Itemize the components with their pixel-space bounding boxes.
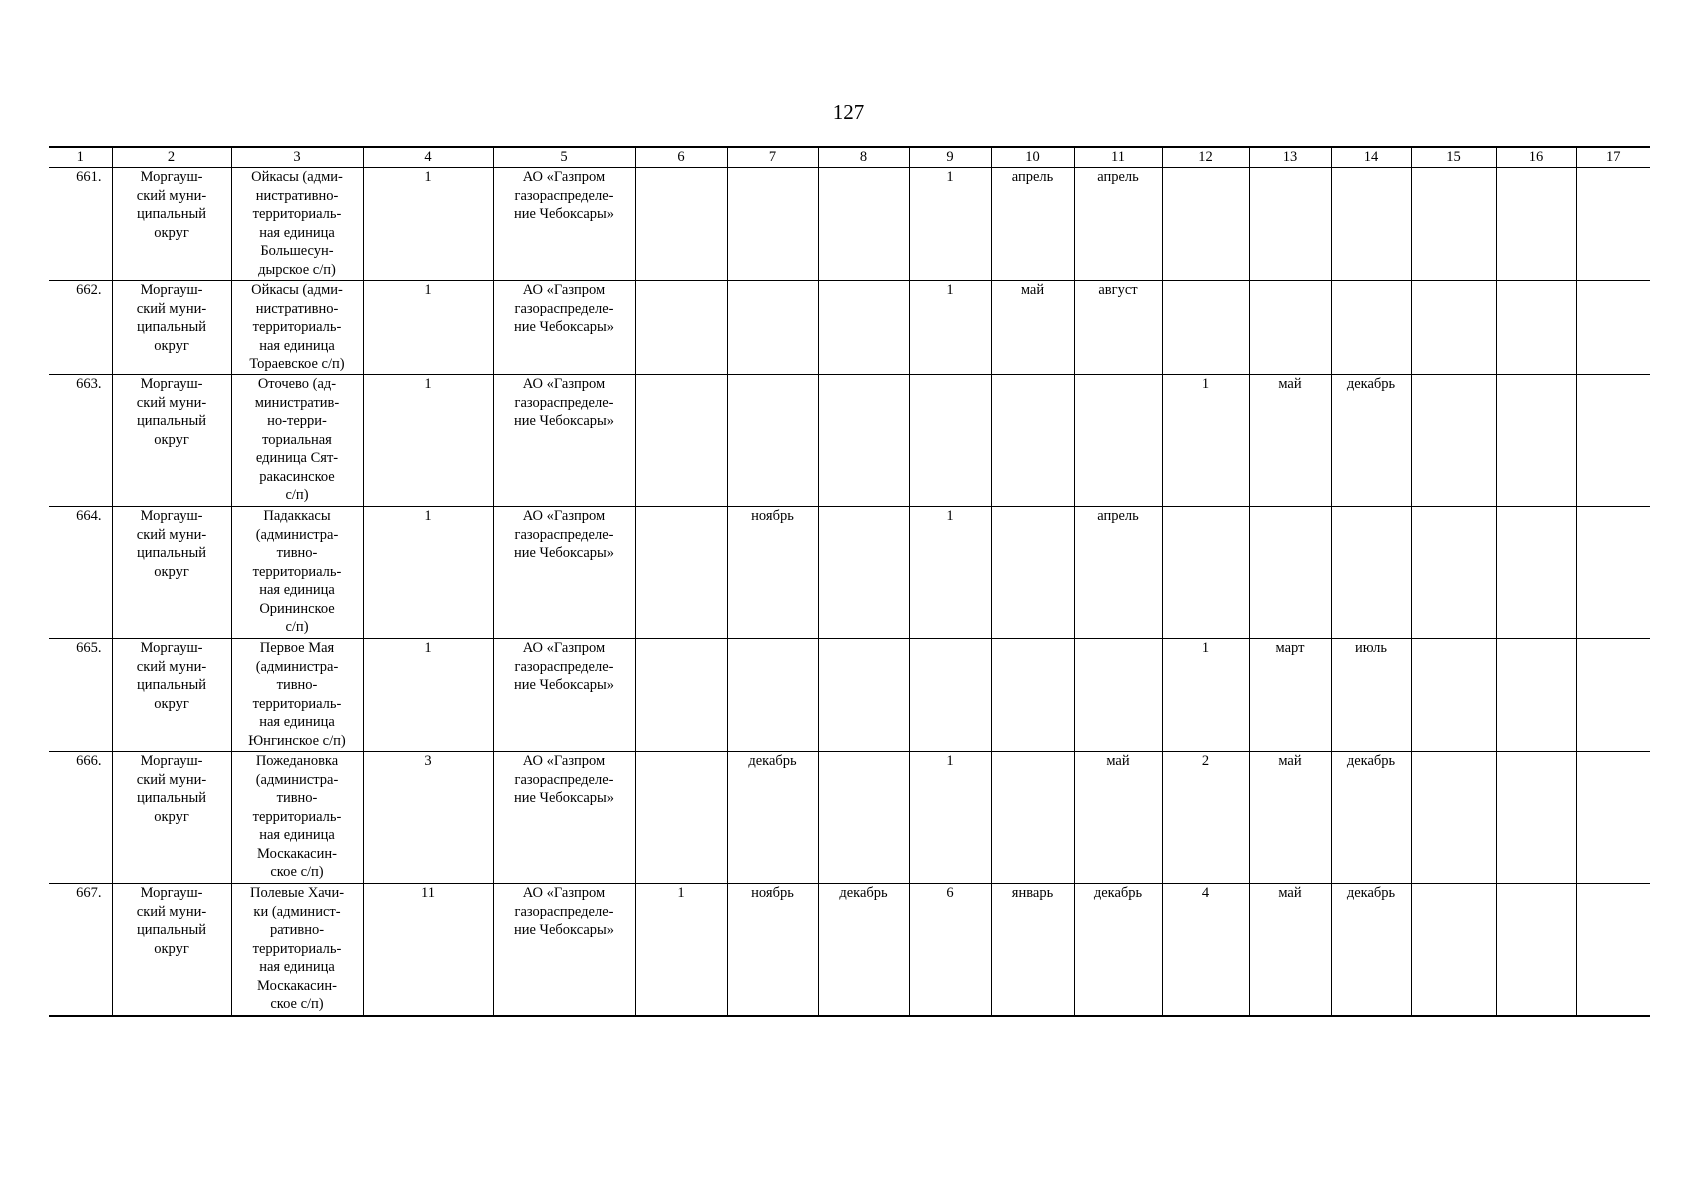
table-cell <box>1162 281 1249 375</box>
data-table <box>49 146 1650 1017</box>
table-cell <box>1249 507 1331 639</box>
table-cell: 4 <box>1162 884 1249 1017</box>
table-row <box>49 375 1650 507</box>
column-header: 9 <box>909 147 991 168</box>
table-cell <box>1411 884 1496 1017</box>
table-cell: декабрь <box>727 752 818 884</box>
table-cell <box>1074 639 1162 752</box>
table-cell <box>1496 375 1576 507</box>
table-row <box>49 507 1650 639</box>
table-cell <box>1249 281 1331 375</box>
table-cell <box>991 507 1074 639</box>
table-cell <box>635 168 727 281</box>
column-header: 8 <box>818 147 909 168</box>
table-cell: 1 <box>1162 375 1249 507</box>
table-cell: ноябрь <box>727 507 818 639</box>
table-cell <box>1576 375 1650 507</box>
table-cell <box>909 639 991 752</box>
column-header: 7 <box>727 147 818 168</box>
table-cell: 2 <box>1162 752 1249 884</box>
table-cell: 3 <box>363 752 493 884</box>
table-cell: АО «Газпром газораспределе- ние Чебоксары» <box>493 884 635 1017</box>
table-cell: Ойкасы (адми- нистративно- территориаль- ная единица Большесун- дырское с/п) <box>231 168 363 281</box>
table-cell <box>727 168 818 281</box>
table-cell: 1 <box>363 281 493 375</box>
table-cell <box>1576 281 1650 375</box>
table-row <box>49 752 1650 884</box>
table-cell: АО «Газпром газораспределе- ние Чебоксары» <box>493 639 635 752</box>
table-cell <box>818 168 909 281</box>
table-cell: 666. <box>49 752 112 884</box>
column-header: 3 <box>231 147 363 168</box>
table-cell: апрель <box>1074 507 1162 639</box>
column-header: 16 <box>1496 147 1576 168</box>
table-cell <box>1411 752 1496 884</box>
table-cell <box>1331 281 1411 375</box>
table-cell <box>635 752 727 884</box>
page-number: 127 <box>832 100 865 124</box>
table-cell: Полевые Хачи- ки (админист- ративно- территориаль- ная единица Москакасин- ское с/п) <box>231 884 363 1017</box>
table-cell <box>635 507 727 639</box>
table-cell: 1 <box>909 507 991 639</box>
table-cell: декабрь <box>1331 375 1411 507</box>
table-cell: 1 <box>909 752 991 884</box>
table-cell: Моргауш- ский муни- ципальный округ <box>112 281 231 375</box>
table-cell: Первое Мая (администра- тивно- территориаль- ная единица Юнгинское с/п) <box>231 639 363 752</box>
table-cell: АО «Газпром газораспределе- ние Чебоксары» <box>493 281 635 375</box>
table-cell: декабрь <box>1074 884 1162 1017</box>
table-cell <box>1411 375 1496 507</box>
table-cell <box>1411 507 1496 639</box>
table-cell <box>991 375 1074 507</box>
table-body <box>49 147 1650 1016</box>
table-cell: май <box>991 281 1074 375</box>
table-cell: АО «Газпром газораспределе- ние Чебоксары» <box>493 168 635 281</box>
table-cell: 1 <box>909 168 991 281</box>
column-header: 10 <box>991 147 1074 168</box>
column-header: 11 <box>1074 147 1162 168</box>
table-cell: май <box>1074 752 1162 884</box>
table-cell <box>1496 884 1576 1017</box>
table-cell: Моргауш- ский муни- ципальный округ <box>112 752 231 884</box>
column-header: 1 <box>49 147 112 168</box>
table-cell <box>1249 168 1331 281</box>
table-row <box>49 168 1650 281</box>
header-row <box>49 147 1650 168</box>
column-header: 17 <box>1576 147 1650 168</box>
table-cell <box>1331 507 1411 639</box>
table-cell <box>909 375 991 507</box>
table-cell <box>1576 507 1650 639</box>
table-cell: апрель <box>991 168 1074 281</box>
table-cell: декабрь <box>1331 752 1411 884</box>
table-cell: АО «Газпром газораспределе- ние Чебоксары» <box>493 375 635 507</box>
table-cell <box>1162 168 1249 281</box>
table-cell: 1 <box>363 507 493 639</box>
table-cell <box>727 281 818 375</box>
table-cell: 665. <box>49 639 112 752</box>
table-cell <box>1162 507 1249 639</box>
table-cell: 1 <box>635 884 727 1017</box>
table-cell: май <box>1249 884 1331 1017</box>
table-cell <box>991 752 1074 884</box>
table-cell: 662. <box>49 281 112 375</box>
table-cell <box>1576 168 1650 281</box>
table-cell: август <box>1074 281 1162 375</box>
table-cell: 667. <box>49 884 112 1017</box>
table-cell: декабрь <box>818 884 909 1017</box>
table-cell: май <box>1249 752 1331 884</box>
table-cell <box>1576 884 1650 1017</box>
table-cell <box>635 375 727 507</box>
table-cell <box>1411 281 1496 375</box>
column-header: 4 <box>363 147 493 168</box>
column-header: 13 <box>1249 147 1331 168</box>
table-cell: 1 <box>363 639 493 752</box>
table-cell <box>1411 168 1496 281</box>
table-row <box>49 639 1650 752</box>
table-cell: АО «Газпром газораспределе- ние Чебоксары» <box>493 507 635 639</box>
table-cell: 1 <box>1162 639 1249 752</box>
table-cell: Падаккасы (администра- тивно- территориаль- ная единица Орининское с/п) <box>231 507 363 639</box>
table-cell <box>818 507 909 639</box>
table-cell: май <box>1249 375 1331 507</box>
table-cell <box>1496 639 1576 752</box>
table-cell <box>1331 168 1411 281</box>
table-cell: 661. <box>49 168 112 281</box>
table-row <box>49 884 1650 1017</box>
table-cell <box>818 375 909 507</box>
column-header: 12 <box>1162 147 1249 168</box>
table-cell <box>818 639 909 752</box>
table-cell: Оточево (ад- министратив- но-терри- ториальная единица Сят- ракасинское с/п) <box>231 375 363 507</box>
table-cell <box>635 639 727 752</box>
table-cell: январь <box>991 884 1074 1017</box>
table-cell: Моргауш- ский муни- ципальный округ <box>112 507 231 639</box>
table-cell: Ойкасы (адми- нистративно- территориаль- ная единица Тораевское с/п) <box>231 281 363 375</box>
table-cell: Пожедановка (администра- тивно- территориаль- ная единица Москакасин- ское с/п) <box>231 752 363 884</box>
table-cell <box>727 375 818 507</box>
table-cell: июль <box>1331 639 1411 752</box>
table-row <box>49 281 1650 375</box>
table-cell <box>635 281 727 375</box>
table-cell: ноябрь <box>727 884 818 1017</box>
table-cell: Моргауш- ский муни- ципальный округ <box>112 168 231 281</box>
table-cell: 663. <box>49 375 112 507</box>
table-cell: 1 <box>363 375 493 507</box>
column-header: 5 <box>493 147 635 168</box>
column-header: 6 <box>635 147 727 168</box>
table-cell: 1 <box>909 281 991 375</box>
column-header: 2 <box>112 147 231 168</box>
table-cell: АО «Газпром газораспределе- ние Чебоксары» <box>493 752 635 884</box>
table-cell: 6 <box>909 884 991 1017</box>
table-cell <box>1496 507 1576 639</box>
table-cell <box>1496 752 1576 884</box>
column-header: 14 <box>1331 147 1411 168</box>
table-cell <box>1576 639 1650 752</box>
table-cell <box>1074 375 1162 507</box>
table-cell: 11 <box>363 884 493 1017</box>
table-cell <box>1496 281 1576 375</box>
table-cell: 664. <box>49 507 112 639</box>
table-cell: 1 <box>363 168 493 281</box>
column-header: 15 <box>1411 147 1496 168</box>
table-cell: Моргауш- ский муни- ципальный округ <box>112 375 231 507</box>
table-cell <box>991 639 1074 752</box>
table-cell <box>727 639 818 752</box>
table-cell <box>818 752 909 884</box>
table-cell <box>1496 168 1576 281</box>
table-cell <box>818 281 909 375</box>
table-cell: декабрь <box>1331 884 1411 1017</box>
table-cell <box>1576 752 1650 884</box>
table-cell: апрель <box>1074 168 1162 281</box>
table-cell: Моргауш- ский муни- ципальный округ <box>112 639 231 752</box>
table-cell <box>1411 639 1496 752</box>
table-cell: Моргауш- ский муни- ципальный округ <box>112 884 231 1017</box>
table-cell: март <box>1249 639 1331 752</box>
